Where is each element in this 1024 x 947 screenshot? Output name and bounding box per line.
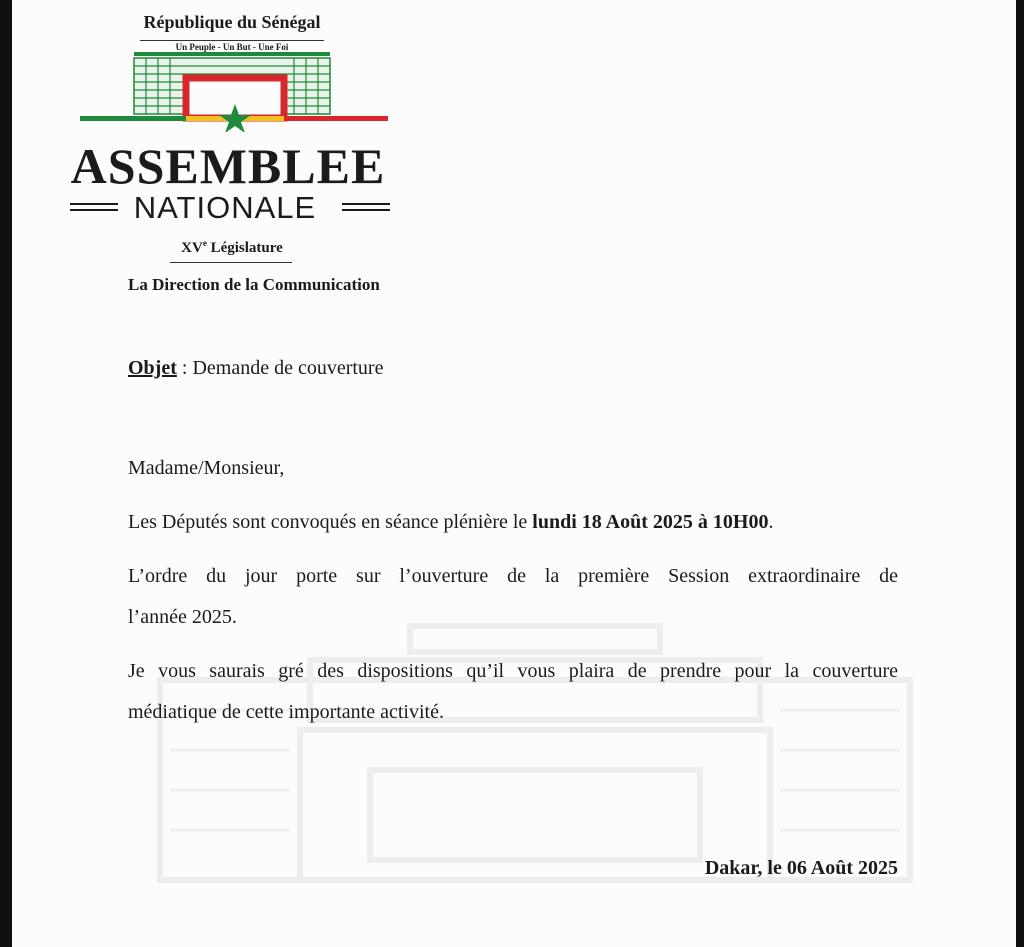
paragraph-request-line1: Je vous saurais gré des dispositions qu’il vous plaira de prendre pour la couverture — [128, 660, 898, 682]
assembly-building-logo — [62, 50, 392, 132]
nationale-title: NATIONALE — [133, 190, 317, 225]
place-date: Dakar, le 06 Août 2025 — [704, 857, 898, 879]
paragraph-agenda-line1: L’ordre du jour porte sur l’ouverture de la première Session extraordinaire de — [128, 565, 898, 587]
letter-page — [12, 0, 1016, 947]
subject-line: Objet : Demande de couverture — [128, 357, 384, 379]
direction-communication: La Direction de la Communication — [128, 275, 380, 294]
salutation: Madame/Monsieur, — [128, 457, 285, 479]
paragraph-convocation: Les Députés sont convoqués en séance plénière le lundi 18 Août 2025 à 10H00. — [128, 511, 774, 533]
subject-text: Demande de couverture — [192, 357, 384, 379]
paragraph-request-line2: médiatique de cette importante activité. — [128, 701, 444, 723]
legislature-label: XVe Législature — [181, 238, 283, 256]
national-motto: Un Peuple - Un But - Une Foi — [140, 40, 324, 55]
session-date: lundi 18 Août 2025 à 10H00 — [532, 511, 769, 533]
paragraph-agenda-line2: l’année 2025. — [128, 606, 237, 628]
subject-label: Objet — [128, 357, 177, 379]
assembly-title: ASSEMBLEE — [70, 138, 386, 194]
legislature-underline — [170, 262, 292, 263]
republic-title: République du Sénégal — [143, 12, 321, 32]
